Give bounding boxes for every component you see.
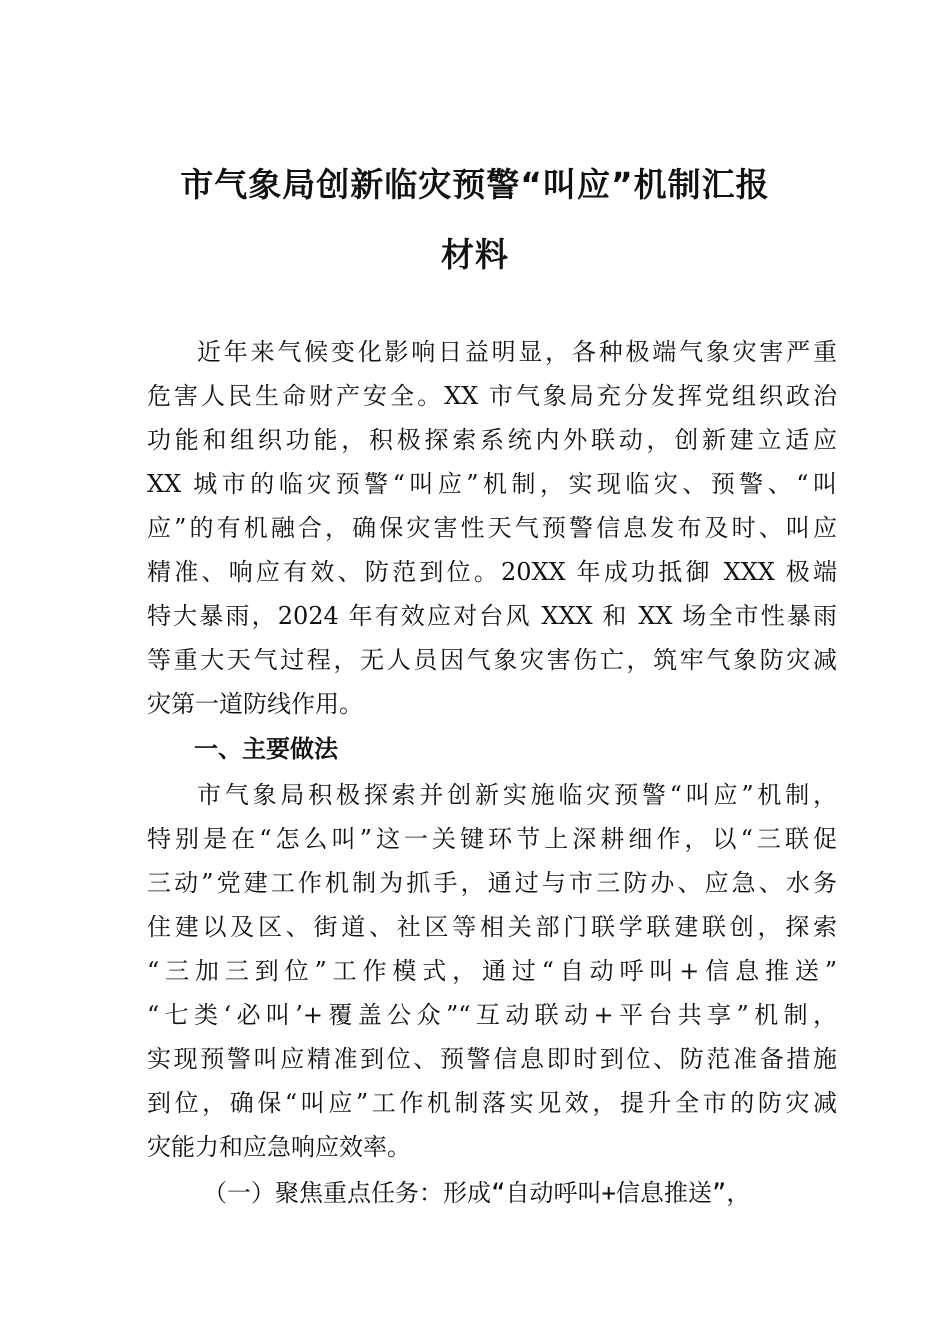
paragraph-1-line-2: 危害人民生命财产安全。XX 市气象局充分发挥党组织政治	[147, 382, 837, 410]
paragraph-2-line-6: “七类‘必叫’+覆盖公众”“互动联动+平台共享”机制，	[147, 1001, 837, 1029]
paragraph-2-line-1: 市气象局积极探索并创新实施临灾预警“叫应”机制，	[197, 781, 837, 809]
paragraph-2-line-2: 特别是在“怎么叫”这一关键环节上深耕细作，以“三联促	[147, 825, 837, 853]
paragraph-1-line-4: XX 城市的临灾预警“叫应”机制，实现临灾、预警、“叫	[147, 470, 837, 498]
paragraph-2-line-3: 三动”党建工作机制为抓手，通过与市三防办、应急、水务	[147, 869, 837, 897]
paragraph-2-line-9: 灾能力和应急响应效率。	[147, 1133, 411, 1161]
document-title-line-1: 市气象局创新临灾预警“叫应”机制汇报	[180, 165, 770, 204]
paragraph-2-line-5: “三加三到位”工作模式，通过“自动呼叫+信息推送”	[147, 957, 837, 985]
document-title-line-2: 材料	[441, 235, 509, 274]
paragraph-2-line-7: 实现预警叫应精准到位、预警信息即时到位、防范准备措施	[147, 1045, 837, 1073]
paragraph-2-line-4: 住建以及区、街道、社区等相关部门联学联建联创，探索	[147, 913, 837, 941]
paragraph-1-line-3: 功能和组织功能，积极探索系统内外联动，创新建立适应	[147, 426, 837, 454]
paragraph-1-line-8: 等重大天气过程，无人员因气象灾害伤亡，筑牢气象防灾减	[147, 646, 837, 674]
paragraph-1-line-9: 灾第一道防线作用。	[147, 690, 363, 718]
subsection-heading-1: （一）聚焦重点任务：形成“自动呼叫+信息推送”，	[203, 1179, 751, 1207]
section-heading-main-practices: 一、主要做法	[194, 735, 338, 763]
paragraph-1-line-6: 精准、响应有效、防范到位。20XX 年成功抵御 XXX 极端	[147, 558, 837, 586]
paragraph-1-line-7: 特大暴雨，2024 年有效应对台风 XXX 和 XX 场全市性暴雨	[147, 602, 837, 630]
paragraph-1-line-5: 应”的有机融合，确保灾害性天气预警信息发布及时、叫应	[147, 514, 837, 542]
paragraph-2-line-8: 到位，确保“叫应”工作机制落实见效，提升全市的防灾减	[147, 1089, 837, 1117]
paragraph-1-line-1: 近年来气候变化影响日益明显，各种极端气象灾害严重	[197, 338, 837, 366]
